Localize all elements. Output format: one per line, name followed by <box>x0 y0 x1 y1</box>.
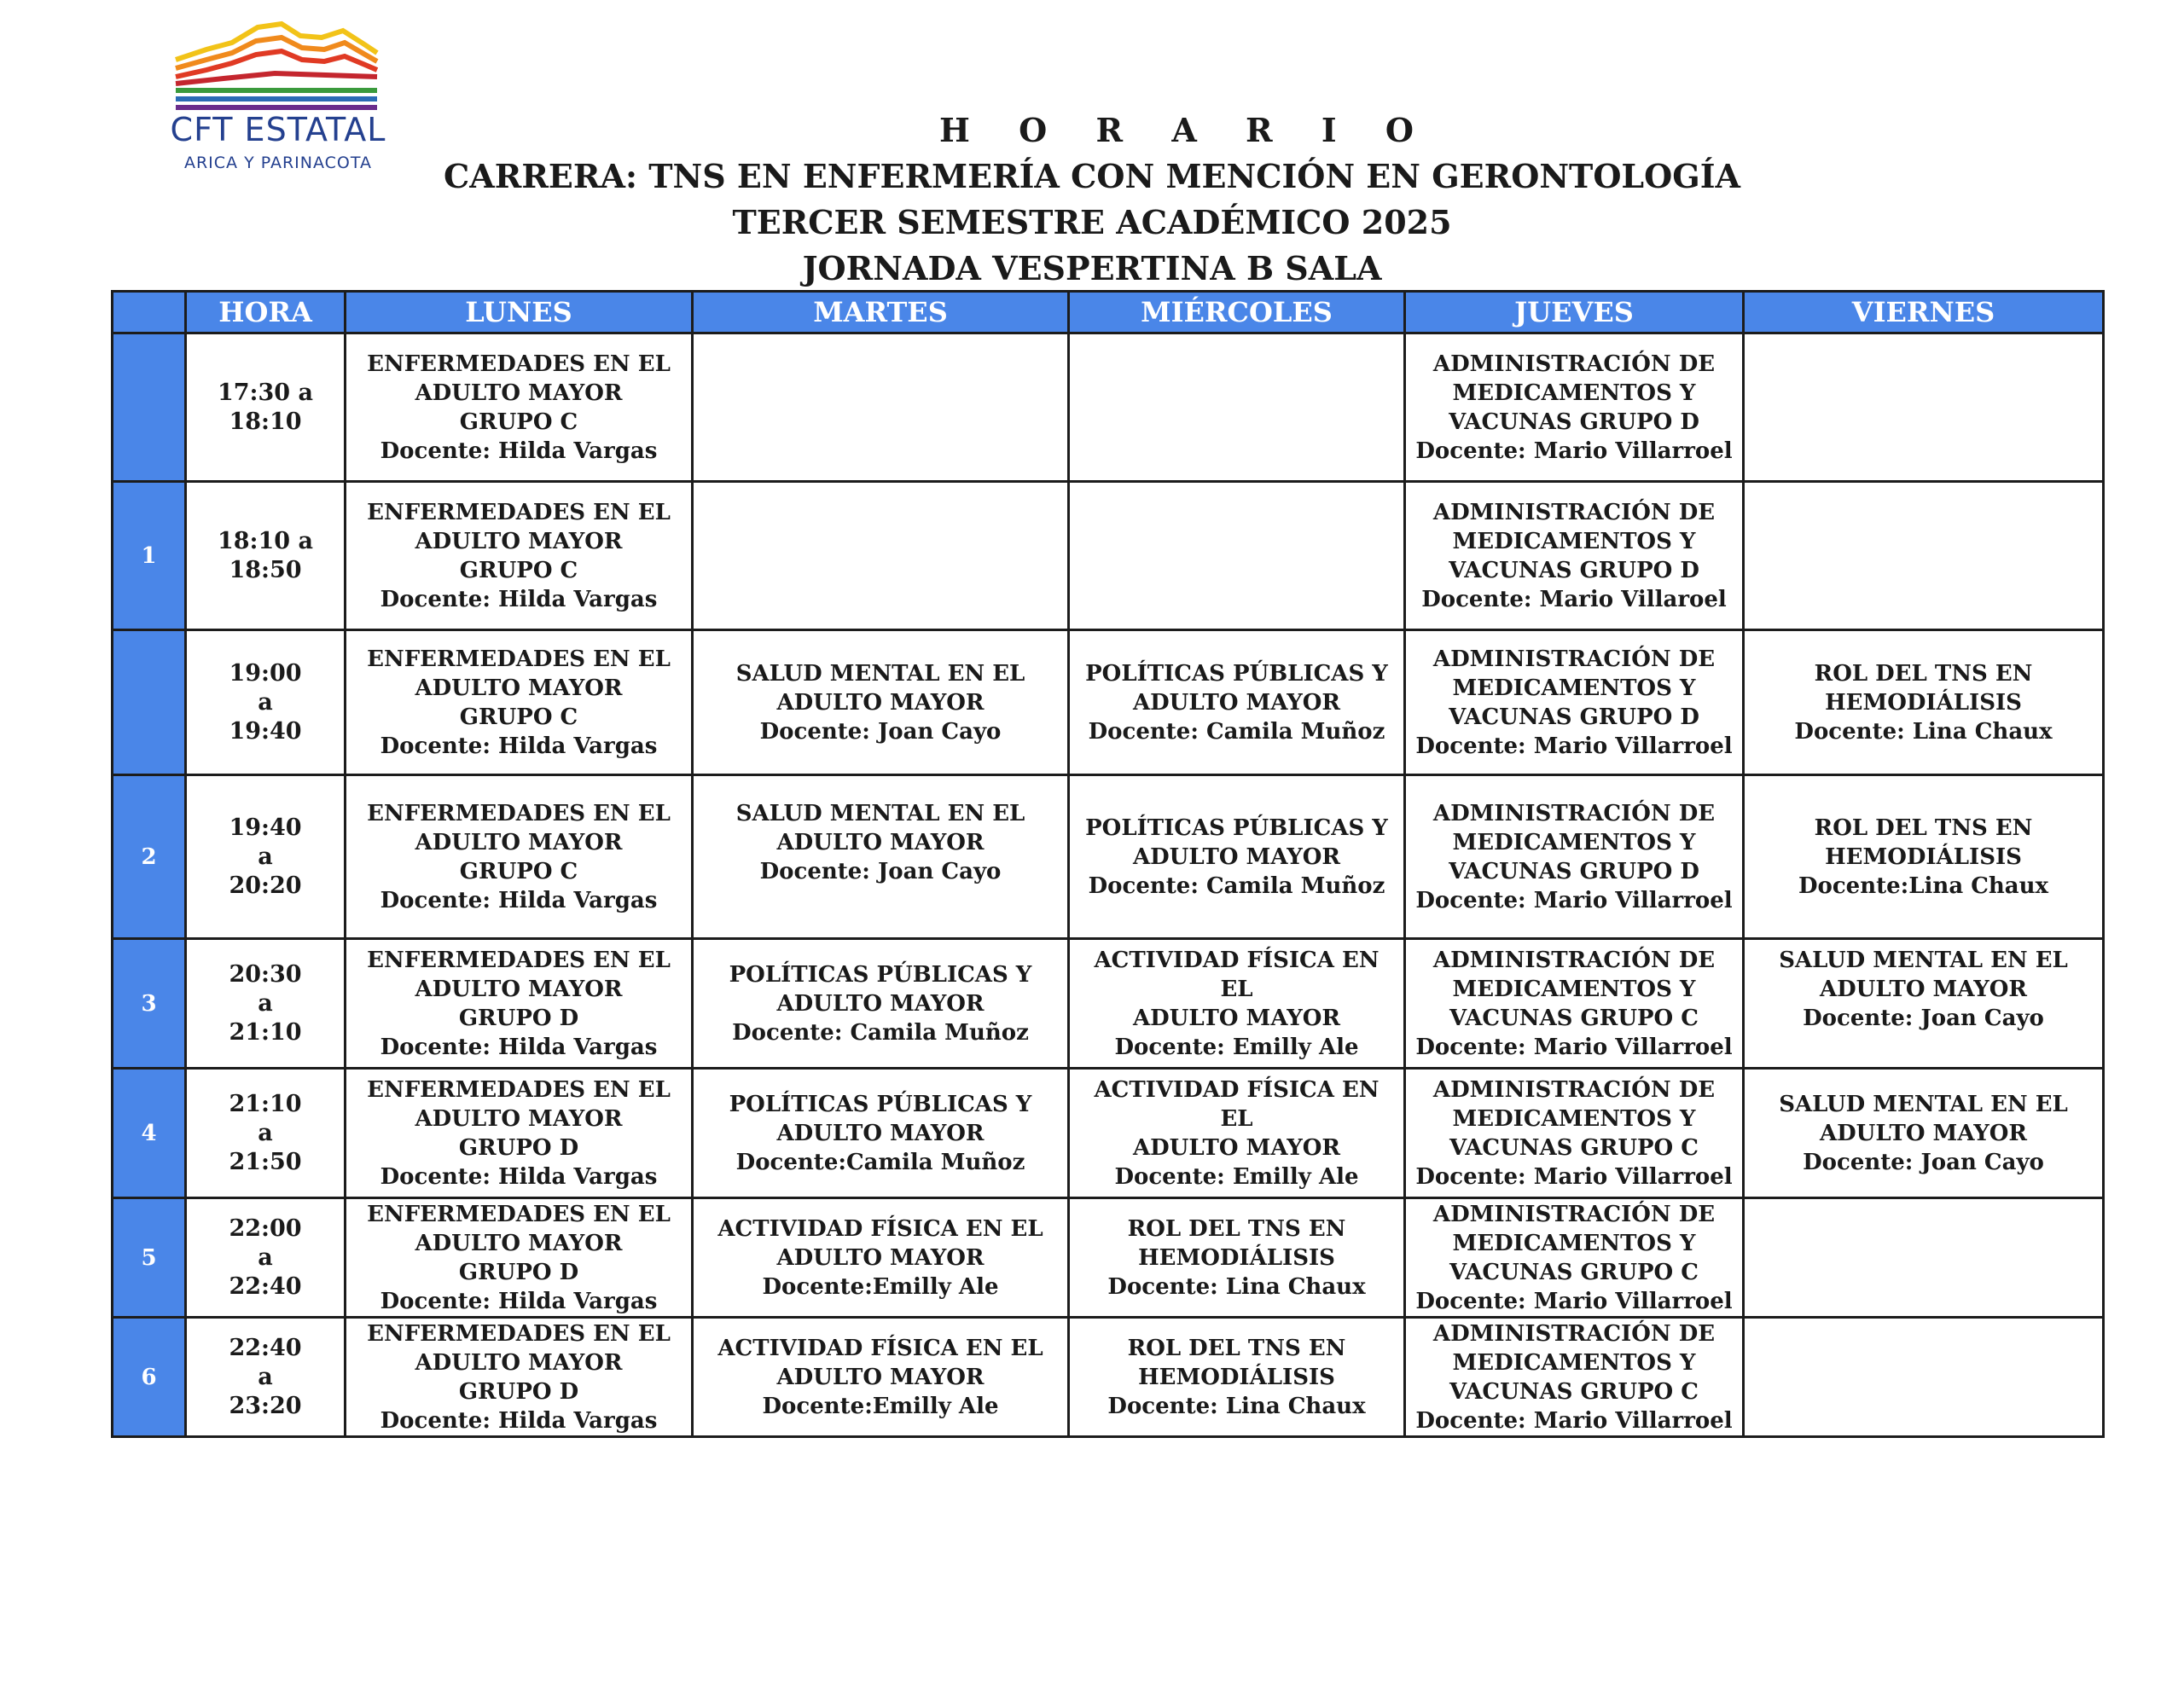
course-line: ROL DEL TNS EN <box>1127 1215 1346 1242</box>
course-line: ENFERMEDADES EN EL <box>367 1076 671 1103</box>
column-header-martes: MARTES <box>693 292 1069 333</box>
course-line: Docente: Hilda Vargas <box>380 733 658 759</box>
course-line <box>1750 1033 2097 1062</box>
course-line: ACTIVIDAD FÍSICA EN EL <box>717 1335 1043 1361</box>
course-cell-miercoles <box>1069 1318 1405 1437</box>
course-line: POLÍTICAS PÚBLICAS Y <box>1085 660 1388 687</box>
course-cell-jueves <box>1405 1198 1744 1318</box>
course-line: GRUPO D <box>458 1005 579 1031</box>
course-line: ENFERMEDADES EN EL <box>367 1201 671 1227</box>
course-line: ADMINISTRACIÓN DE <box>1432 800 1716 826</box>
course-line: ENFERMEDADES EN EL <box>367 499 671 525</box>
time-line: 17:30 a <box>217 379 313 406</box>
table-row <box>113 1318 2104 1437</box>
course-cell-martes <box>693 1069 1069 1198</box>
course-line: Docente:Lina Chaux <box>1798 872 2049 899</box>
table-row <box>113 333 2104 482</box>
course-cell-miercoles <box>1069 939 1405 1069</box>
time-line: 18:10 <box>229 408 302 435</box>
course-line: Docente: Mario Villarroel <box>1415 1407 1733 1434</box>
course-line: ADULTO MAYOR <box>415 528 623 554</box>
course-line: Docente: Joan Cayo <box>1803 1149 2044 1175</box>
course-line: Docente: Emilly Ale <box>1114 1163 1359 1190</box>
course-line: Docente: Lina Chaux <box>1107 1273 1366 1300</box>
course-line: POLÍTICAS PÚBLICAS Y <box>729 1091 1032 1117</box>
course-line: Docente: Joan Cayo <box>1803 1005 2044 1031</box>
time-line: 21:10 <box>229 1090 302 1117</box>
course-line: ENFERMEDADES EN EL <box>367 1320 671 1347</box>
course-cell-viernes <box>1744 630 2104 775</box>
time-line: a <box>258 1119 273 1146</box>
shift-line: JORNADA VESPERTINA B SALA <box>802 249 1382 287</box>
course-cell-jueves <box>1405 1069 1744 1198</box>
course-line: ADULTO MAYOR <box>776 829 985 855</box>
course-line: VACUNAS GRUPO D <box>1449 409 1699 435</box>
course-line: VACUNAS GRUPO C <box>1449 1005 1699 1031</box>
course-line: Docente: Camila Muñoz <box>732 1019 1029 1046</box>
column-header-hora: HORA <box>186 292 346 333</box>
course-line: MEDICAMENTOS Y <box>1452 528 1696 554</box>
course-line: Docente: Mario Villarroel <box>1415 1163 1733 1190</box>
row-index: 2 <box>113 775 186 939</box>
course-line: Docente: Camila Muñoz <box>1088 718 1385 745</box>
course-line: Docente: Mario Villarroel <box>1415 1034 1733 1060</box>
row-index: 4 <box>113 1069 186 1198</box>
course-cell-miercoles <box>1069 775 1405 939</box>
course-line: MEDICAMENTOS Y <box>1452 675 1696 701</box>
time-line: 18:50 <box>229 556 302 583</box>
course-line: ADMINISTRACIÓN DE <box>1432 1320 1716 1347</box>
course-cell-jueves <box>1405 775 1744 939</box>
career-line: CARRERA: TNS EN ENFERMERÍA CON MENCIÓN EN GERONTOLOGÍA <box>444 157 1740 195</box>
course-line: HEMODIÁLISIS <box>1138 1244 1335 1271</box>
time-line: a <box>258 989 273 1017</box>
time-line: a <box>258 843 273 870</box>
course-cell-viernes <box>1744 1198 2104 1318</box>
course-line: ENFERMEDADES EN EL <box>367 947 671 973</box>
course-line: ACTIVIDAD FÍSICA EN EL <box>717 1215 1043 1242</box>
course-line: VACUNAS GRUPO D <box>1449 704 1699 730</box>
course-line: ADULTO MAYOR <box>776 1120 985 1146</box>
course-cell-miercoles <box>1069 482 1405 630</box>
mountain-stripes-icon <box>172 19 382 113</box>
course-line: ENFERMEDADES EN EL <box>367 800 671 826</box>
course-line: ROL DEL TNS EN <box>1127 1335 1346 1361</box>
course-line: VACUNAS GRUPO C <box>1449 1259 1699 1285</box>
row-index: 3 <box>113 939 186 1069</box>
time-line: 21:50 <box>229 1148 302 1175</box>
course-line: ADULTO MAYOR <box>415 380 623 406</box>
course-line: Docente: Camila Muñoz <box>1088 872 1385 899</box>
course-line: ROL DEL TNS EN <box>1814 815 2033 841</box>
row-index: 5 <box>113 1198 186 1318</box>
course-line: ENFERMEDADES EN EL <box>367 351 671 377</box>
schedule-body <box>113 333 2104 1437</box>
course-line: ADULTO MAYOR <box>415 1105 623 1132</box>
course-cell-lunes <box>346 1318 693 1437</box>
course-line: VACUNAS GRUPO D <box>1449 858 1699 884</box>
course-cell-martes <box>693 630 1069 775</box>
course-line <box>699 886 1062 915</box>
row-index: 6 <box>113 1318 186 1437</box>
logo-title: CFT ESTATAL <box>170 111 386 148</box>
course-cell-martes <box>693 482 1069 630</box>
course-line: ACTIVIDAD FÍSICA EN EL <box>1094 1076 1380 1132</box>
course-cell-jueves <box>1405 333 1744 482</box>
table-row <box>113 1069 2104 1198</box>
course-cell-miercoles <box>1069 630 1405 775</box>
course-line: SALUD MENTAL EN EL <box>1779 947 2068 973</box>
course-cell-jueves <box>1405 482 1744 630</box>
course-line: Docente: Mario Villarroel <box>1415 733 1733 759</box>
course-cell-martes <box>693 1198 1069 1318</box>
course-cell-miercoles <box>1069 1198 1405 1318</box>
course-line: ADULTO MAYOR <box>415 1349 623 1376</box>
time-line: 22:40 <box>229 1334 302 1361</box>
course-cell-lunes <box>346 1198 693 1318</box>
course-line: Docente: Emilly Ale <box>1114 1034 1359 1060</box>
course-line: Docente: Mario Villaroel <box>1421 586 1727 612</box>
table-row <box>113 482 2104 630</box>
course-line: GRUPO C <box>459 557 578 583</box>
course-line: VACUNAS GRUPO D <box>1449 557 1699 583</box>
course-line: ADMINISTRACIÓN DE <box>1432 646 1716 672</box>
column-header-viernes: VIERNES <box>1744 292 2104 333</box>
course-cell-lunes <box>346 1069 693 1198</box>
time-cell <box>186 775 346 939</box>
time-cell <box>186 939 346 1069</box>
course-line: Docente: Hilda Vargas <box>380 586 658 612</box>
semester-line: TERCER SEMESTRE ACADÉMICO 2025 <box>732 203 1452 241</box>
time-line: 21:10 <box>229 1018 302 1046</box>
time-line: 20:30 <box>229 960 302 988</box>
course-line: SALUD MENTAL EN EL <box>735 660 1025 687</box>
course-line: GRUPO D <box>458 1259 579 1285</box>
course-line: HEMODIÁLISIS <box>1825 689 2022 716</box>
course-line: Docente:Camila Muñoz <box>735 1149 1025 1175</box>
course-line: VACUNAS GRUPO C <box>1449 1378 1699 1405</box>
time-line: 19:00 <box>229 659 302 687</box>
course-cell-viernes <box>1744 1318 2104 1437</box>
course-line: Docente: Joan Cayo <box>759 718 1002 745</box>
course-cell-lunes <box>346 482 693 630</box>
row-index <box>113 630 186 775</box>
course-line: POLÍTICAS PÚBLICAS Y <box>1085 815 1388 841</box>
course-line: Docente: Hilda Vargas <box>380 1407 658 1434</box>
course-cell-viernes <box>1744 775 2104 939</box>
time-line: a <box>258 688 273 716</box>
course-line: Docente: Lina Chaux <box>1794 718 2053 745</box>
course-cell-jueves <box>1405 939 1744 1069</box>
course-line: GRUPO C <box>459 409 578 435</box>
course-cell-lunes <box>346 333 693 482</box>
course-line: ENFERMEDADES EN EL <box>367 646 671 672</box>
course-line: ACTIVIDAD FÍSICA EN EL <box>1094 947 1380 1002</box>
course-line: ADULTO MAYOR <box>1132 844 1341 870</box>
course-cell-viernes <box>1744 939 2104 1069</box>
document-heading <box>0 107 2184 292</box>
time-line: a <box>258 1244 273 1271</box>
course-line: MEDICAMENTOS Y <box>1452 1230 1696 1256</box>
course-line: SALUD MENTAL EN EL <box>735 800 1025 826</box>
course-line: GRUPO D <box>458 1134 579 1161</box>
course-line: ADULTO MAYOR <box>1132 689 1341 716</box>
course-line: MEDICAMENTOS Y <box>1452 380 1696 406</box>
time-cell <box>186 1198 346 1318</box>
course-line: ADULTO MAYOR <box>415 1230 623 1256</box>
course-line: SALUD MENTAL EN EL <box>1779 1091 2068 1117</box>
course-line: GRUPO C <box>459 858 578 884</box>
time-cell <box>186 1069 346 1198</box>
course-line: ADULTO MAYOR <box>415 675 623 701</box>
time-line: 23:20 <box>229 1392 302 1419</box>
page-title: H O R A R I O <box>939 111 1432 149</box>
course-line: ADULTO MAYOR <box>1132 1005 1341 1031</box>
course-cell-jueves <box>1405 1318 1744 1437</box>
course-line: ADULTO MAYOR <box>1132 1134 1341 1161</box>
course-line: Docente:Emilly Ale <box>762 1393 999 1419</box>
course-line: ADMINISTRACIÓN DE <box>1432 1201 1716 1227</box>
course-line: GRUPO D <box>458 1378 579 1405</box>
course-line: Docente: Mario Villarroel <box>1415 1288 1733 1314</box>
column-header-lunes: LUNES <box>346 292 693 333</box>
course-line: Docente: Hilda Vargas <box>380 1034 658 1060</box>
course-line: Docente: Joan Cayo <box>759 858 1002 884</box>
column-header-index <box>113 292 186 333</box>
course-cell-viernes <box>1744 1069 2104 1198</box>
course-line: MEDICAMENTOS Y <box>1452 1349 1696 1376</box>
time-line: 19:40 <box>229 717 302 745</box>
course-line: ADMINISTRACIÓN DE <box>1432 351 1716 377</box>
column-header-miercoles: MIÉRCOLES <box>1069 292 1405 333</box>
course-line: GRUPO C <box>459 704 578 730</box>
course-cell-viernes <box>1744 482 2104 630</box>
course-line: ADULTO MAYOR <box>776 689 985 716</box>
time-cell <box>186 1318 346 1437</box>
time-line: a <box>258 1363 273 1390</box>
course-cell-lunes <box>346 630 693 775</box>
course-line: Docente: Hilda Vargas <box>380 887 658 913</box>
time-cell <box>186 630 346 775</box>
time-line: 22:40 <box>229 1272 302 1300</box>
course-line: MEDICAMENTOS Y <box>1452 976 1696 1002</box>
course-line: Docente:Emilly Ale <box>762 1273 999 1300</box>
course-line: ADULTO MAYOR <box>1819 976 2028 1002</box>
course-line: ADULTO MAYOR <box>776 1244 985 1271</box>
time-line: 18:10 a <box>217 527 313 554</box>
course-line: ADULTO MAYOR <box>415 976 623 1002</box>
table-row <box>113 630 2104 775</box>
table-row <box>113 939 2104 1069</box>
time-cell <box>186 482 346 630</box>
course-cell-lunes <box>346 939 693 1069</box>
course-line: ADULTO MAYOR <box>415 829 623 855</box>
course-line: ADMINISTRACIÓN DE <box>1432 499 1716 525</box>
course-line: ADMINISTRACIÓN DE <box>1432 947 1716 973</box>
course-line: MEDICAMENTOS Y <box>1452 829 1696 855</box>
course-cell-miercoles <box>1069 333 1405 482</box>
course-line: Docente: Hilda Vargas <box>380 1163 658 1190</box>
course-line: HEMODIÁLISIS <box>1825 844 2022 870</box>
course-line: HEMODIÁLISIS <box>1138 1364 1335 1390</box>
course-line: Docente: Hilda Vargas <box>380 438 658 464</box>
course-line: Docente: Hilda Vargas <box>380 1288 658 1314</box>
course-cell-jueves <box>1405 630 1744 775</box>
column-header-jueves: JUEVES <box>1405 292 1744 333</box>
course-line: VACUNAS GRUPO C <box>1449 1134 1699 1161</box>
time-cell <box>186 333 346 482</box>
logo-subtitle: ARICA Y PARINACOTA <box>183 154 373 172</box>
course-line: Docente: Lina Chaux <box>1107 1393 1366 1419</box>
header-row <box>113 292 2104 333</box>
course-line: Docente: Mario Villarroel <box>1415 438 1733 464</box>
course-line: MEDICAMENTOS Y <box>1452 1105 1696 1132</box>
course-cell-martes <box>693 1318 1069 1437</box>
schedule-table <box>111 290 2105 1438</box>
course-line: ADULTO MAYOR <box>776 1364 985 1390</box>
course-cell-martes <box>693 939 1069 1069</box>
course-line: ADMINISTRACIÓN DE <box>1432 1076 1716 1103</box>
time-line: 22:00 <box>229 1215 302 1242</box>
course-cell-miercoles <box>1069 1069 1405 1198</box>
table-row <box>113 1198 2104 1318</box>
row-index: 1 <box>113 482 186 630</box>
row-index <box>113 333 186 482</box>
course-cell-martes <box>693 333 1069 482</box>
course-line: ADULTO MAYOR <box>1819 1120 2028 1146</box>
time-line: 20:20 <box>229 872 302 899</box>
time-line: 19:40 <box>229 814 302 841</box>
course-line: Docente: Mario Villarroel <box>1415 887 1733 913</box>
table-row <box>113 775 2104 939</box>
course-line: ADULTO MAYOR <box>776 990 985 1017</box>
course-line: POLÍTICAS PÚBLICAS Y <box>729 961 1032 988</box>
course-line: ROL DEL TNS EN <box>1814 660 2033 687</box>
course-cell-viernes <box>1744 333 2104 482</box>
course-cell-lunes <box>346 775 693 939</box>
course-cell-martes <box>693 775 1069 939</box>
